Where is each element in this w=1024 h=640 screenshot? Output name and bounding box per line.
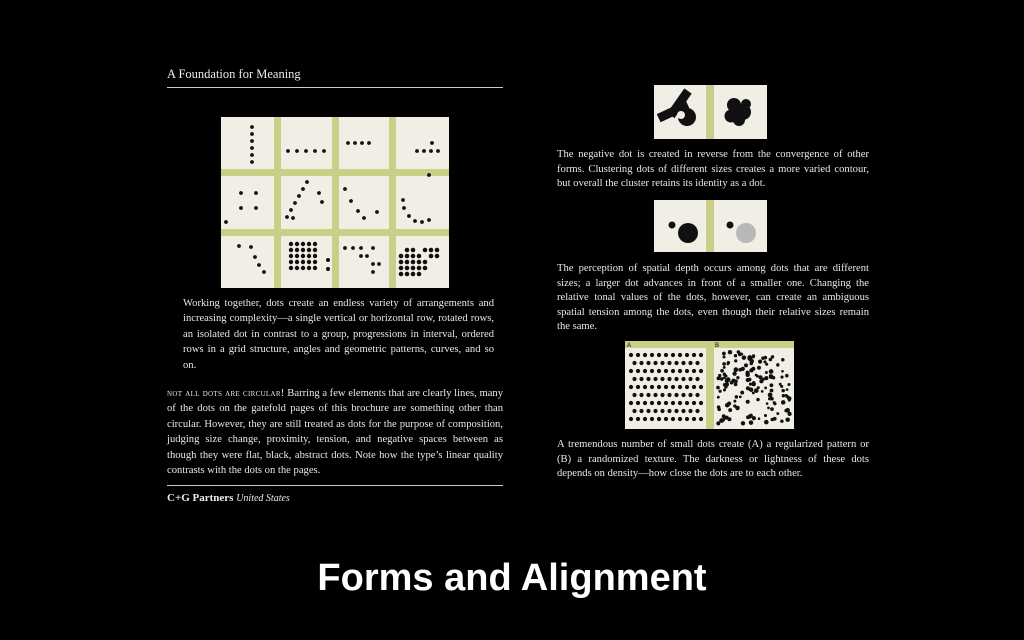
header-rule: [167, 87, 503, 88]
texture-dot-a: [699, 369, 703, 373]
texture-dot-a: [636, 401, 640, 405]
texture-dot-b: [752, 416, 756, 420]
texture-dot-a: [632, 409, 636, 413]
texture-dot-b: [722, 418, 725, 421]
texture-dot-a: [671, 369, 675, 373]
credit-country: United States: [236, 493, 290, 504]
texture-dot-a: [657, 417, 661, 421]
texture-dot-a: [657, 385, 661, 389]
texture-dot-a: [664, 353, 668, 357]
texture-dot-b: [749, 387, 754, 392]
texture-dot-a: [685, 369, 689, 373]
texture-dot-b: [717, 396, 720, 399]
texture-dot-b: [758, 417, 761, 420]
texture-dot-b: [766, 402, 769, 405]
texture-dot-a: [692, 353, 696, 357]
texture-dot-b: [769, 383, 773, 387]
texture-dot-a: [678, 369, 682, 373]
texture-dot-a: [667, 409, 671, 413]
texture-dot-a: [650, 417, 654, 421]
texture-dot-b: [733, 400, 736, 403]
texture-dot-b: [716, 421, 720, 425]
texture-dot-a: [674, 409, 678, 413]
credit-line: [167, 492, 290, 504]
texture-dot-a: [671, 353, 675, 357]
note-body: Barring a few elements that are clearly lines, many of the dots on the gatefold pages of this brochure are something other than circular. However, they are still treated as dots for the purpose of composition, judging size change, proximity, tension, and negative spaces between as though they were flat, black, abstract dots. Note how the type’s linear quality contrasts with the dots on the pages.: [167, 388, 503, 477]
texture-caption: A tremendous number of small dots create (A) a regularized pattern or (B) a randomized texture. The darkness or lightness of these dots depends on density—how close the dots are to each other.: [557, 439, 869, 480]
spatial-depth-figure: [654, 200, 767, 252]
texture-dot-a: [643, 369, 647, 373]
texture-dot-b: [747, 355, 752, 360]
texture-dot-a: [678, 385, 682, 389]
texture-dot-b: [741, 421, 745, 425]
texture-dot-b: [785, 394, 788, 397]
intro-paragraph: Working together, dots create an endless variety of arrangements and increasing complexity—a single vertical or horizontal row, rotated rows, an isolated dot in contrast to a group, progressions in interval, ordered rows in a grid structure, angles and geometric patterns, curves, and so on.: [183, 298, 494, 371]
texture-dot-a: [650, 369, 654, 373]
texture-dot-b: [770, 389, 774, 393]
texture-dot-a: [664, 385, 668, 389]
texture-dot-a: [629, 353, 633, 357]
texture-dot-a: [678, 353, 682, 357]
texture-dot-b: [733, 404, 736, 407]
texture-figure: [625, 341, 794, 429]
texture-dot-b: [785, 374, 789, 378]
texture-dot-a: [695, 393, 699, 397]
texture-dot-b: [757, 366, 761, 370]
texture-dot-b: [737, 350, 741, 354]
texture-dot-a: [674, 361, 678, 365]
texture-dot-a: [699, 353, 703, 357]
texture-dot-b: [788, 399, 791, 402]
texture-dot-b: [786, 388, 789, 391]
dot-grid-figure: [221, 117, 449, 288]
texture-dot-b: [749, 420, 754, 425]
figure-label-a: A: [627, 343, 632, 349]
texture-dot-b: [776, 412, 779, 415]
texture-dot-b: [722, 352, 726, 356]
texture-dot-b: [752, 391, 755, 394]
texture-dot-a: [681, 393, 685, 397]
texture-dot-a: [629, 369, 633, 373]
texture-dot-b: [781, 389, 785, 393]
texture-dot-b: [771, 418, 775, 422]
slide-title: Forms and Alignment: [317, 557, 707, 599]
texture-dot-b: [746, 400, 750, 404]
spatial-depth-caption: The perception of spatial depth occurs among dots that are different sizes; a larger dot advances in front of a smaller one. Changing the relative tonal values of the dots, however, can create an ambiguous spatial tension among the dots, even though their relative sizes remain the same.: [557, 263, 869, 333]
texture-dot-a: [692, 369, 696, 373]
texture-dot-a: [681, 361, 685, 365]
texture-dot-b: [740, 391, 744, 395]
texture-dot-a: [657, 353, 661, 357]
texture-dot-a: [695, 361, 699, 365]
texture-dot-a: [664, 401, 668, 405]
texture-dot-b: [768, 393, 773, 398]
texture-dot-b: [723, 383, 726, 386]
texture-dot-b: [728, 417, 732, 421]
texture-dot-a: [699, 385, 703, 389]
texture-dot-b: [765, 363, 768, 366]
texture-dot-b: [717, 376, 721, 380]
texture-dot-b: [723, 388, 726, 391]
footer-rule: [167, 485, 503, 486]
texture-dot-a: [660, 377, 664, 381]
texture-dot-b: [723, 366, 726, 369]
texture-dot-a: [688, 361, 692, 365]
texture-dot-a: [667, 377, 671, 381]
texture-dot-b: [758, 360, 762, 364]
texture-dot-a: [636, 385, 640, 389]
texture-dot-a: [695, 409, 699, 413]
texture-dot-a: [660, 393, 664, 397]
note-lead-in: not all dots are circular!: [167, 388, 285, 399]
texture-dot-a: [639, 361, 643, 365]
texture-dot-a: [639, 409, 643, 413]
texture-dot-b: [734, 354, 737, 357]
texture-dot-a: [632, 377, 636, 381]
texture-dot-a: [688, 377, 692, 381]
texture-dot-a: [632, 361, 636, 365]
texture-dot-a: [657, 369, 661, 373]
texture-dot-a: [678, 417, 682, 421]
texture-dot-a: [674, 377, 678, 381]
texture-dot-b: [749, 368, 753, 372]
texture-dot-b: [739, 396, 742, 399]
texture-dot-b: [773, 401, 776, 404]
texture-dot-a: [653, 409, 657, 413]
figure-label-b: B: [715, 343, 720, 349]
texture-dot-a: [643, 417, 647, 421]
texture-dot-a: [646, 393, 650, 397]
texture-dot-b: [752, 382, 756, 386]
texture-dot-b: [769, 374, 772, 377]
texture-dot-b: [754, 388, 759, 393]
texture-dot-b: [781, 400, 786, 405]
texture-dot-b: [723, 356, 726, 359]
texture-dot-b: [716, 386, 720, 390]
note-paragraph: [167, 386, 503, 478]
texture-dot-b: [746, 415, 750, 419]
texture-dot-a: [674, 393, 678, 397]
texture-dot-a: [629, 385, 633, 389]
texture-dot-b: [734, 359, 737, 362]
texture-dot-a: [699, 401, 703, 405]
texture-dot-b: [764, 387, 767, 390]
texture-dot-b: [718, 390, 721, 393]
texture-dot-b: [746, 378, 750, 382]
texture-dot-a: [653, 393, 657, 397]
texture-dot-a: [653, 377, 657, 381]
texture-dot-b: [722, 362, 726, 366]
texture-dot-b: [738, 368, 742, 372]
texture-dot-b: [781, 358, 785, 362]
texture-dot-b: [726, 377, 731, 382]
texture-dot-a: [636, 417, 640, 421]
negative-dot-caption: The negative dot is created in reverse from the convergence of other forms. Clustering dots of different sizes creates a more varied contour, but overall the cluster retains its identity as a dot.: [557, 149, 869, 190]
texture-dot-a: [685, 385, 689, 389]
texture-dot-b: [765, 371, 768, 374]
texture-dot-b: [759, 375, 763, 379]
texture-dot-a: [688, 409, 692, 413]
texture-dot-b: [761, 357, 764, 360]
texture-dot-b: [727, 361, 730, 364]
texture-dot-b: [761, 390, 764, 393]
texture-dot-b: [749, 383, 752, 386]
texture-dot-a: [678, 401, 682, 405]
texture-dot-a: [688, 393, 692, 397]
texture-dot-a: [629, 417, 633, 421]
texture-dot-b: [740, 353, 743, 356]
texture-dot-b: [764, 376, 768, 380]
texture-dot-a: [660, 409, 664, 413]
texture-dot-a: [685, 353, 689, 357]
texture-dot-b: [717, 408, 721, 412]
texture-dot-b: [750, 414, 753, 417]
texture-dot-a: [650, 401, 654, 405]
texture-dot-a: [692, 417, 696, 421]
texture-dot-b: [768, 397, 771, 400]
texture-dot-b: [764, 414, 767, 417]
texture-dot-a: [667, 393, 671, 397]
texture-dot-a: [681, 409, 685, 413]
texture-dot-b: [736, 376, 739, 379]
texture-dot-b: [767, 407, 770, 410]
texture-dot-b: [746, 373, 750, 377]
texture-dot-a: [650, 385, 654, 389]
texture-dot-b: [728, 350, 732, 354]
texture-dot-a: [653, 361, 657, 365]
texture-dot-b: [787, 383, 790, 386]
texture-dot-a: [664, 417, 668, 421]
texture-dot-a: [643, 401, 647, 405]
texture-dot-b: [725, 375, 728, 378]
texture-dot-a: [685, 401, 689, 405]
texture-dot-a: [650, 353, 654, 357]
texture-dot-b: [776, 363, 779, 366]
texture-dot-a: [660, 361, 664, 365]
texture-dot-a: [695, 377, 699, 381]
running-head: A Foundation for Meaning: [167, 67, 301, 81]
credit-name: C+G Partners: [167, 492, 234, 504]
texture-dot-a: [671, 401, 675, 405]
texture-dot-a: [636, 353, 640, 357]
texture-dot-b: [755, 374, 758, 377]
texture-dot-b: [764, 420, 769, 425]
texture-dot-b: [781, 370, 784, 373]
texture-dot-a: [671, 417, 675, 421]
texture-dot-a: [639, 377, 643, 381]
negative-dot-figure: [654, 85, 767, 139]
texture-dot-a: [671, 385, 675, 389]
texture-dot-b: [725, 403, 729, 407]
texture-dot-a: [646, 361, 650, 365]
texture-dot-b: [744, 363, 748, 367]
texture-dot-a: [639, 393, 643, 397]
texture-dot-b: [733, 372, 736, 375]
texture-dot-b: [770, 407, 774, 411]
texture-dot-a: [657, 401, 661, 405]
texture-dot-b: [733, 379, 736, 382]
texture-dot-a: [643, 353, 647, 357]
texture-dot-b: [720, 377, 724, 381]
texture-dot-b: [735, 395, 739, 399]
texture-dot-a: [699, 417, 703, 421]
texture-dot-b: [749, 362, 753, 366]
texture-dot-b: [780, 419, 783, 422]
texture-dot-a: [692, 385, 696, 389]
texture-dot-a: [681, 377, 685, 381]
texture-dot-b: [728, 408, 732, 412]
texture-dot-a: [629, 401, 633, 405]
texture-dot-a: [636, 369, 640, 373]
texture-dot-a: [664, 369, 668, 373]
texture-dot-a: [692, 401, 696, 405]
texture-dot-a: [667, 361, 671, 365]
texture-dot-b: [782, 394, 785, 397]
texture-dot-b: [780, 376, 783, 379]
texture-dot-b: [769, 369, 774, 374]
texture-dot-b: [756, 398, 759, 401]
texture-dot-b: [785, 408, 790, 413]
texture-dot-b: [779, 383, 782, 386]
texture-dot-b: [720, 369, 724, 373]
texture-dot-a: [632, 393, 636, 397]
texture-dot-a: [643, 385, 647, 389]
texture-dot-a: [646, 409, 650, 413]
texture-dot-b: [785, 417, 790, 422]
texture-dot-b: [771, 355, 774, 358]
texture-dot-a: [646, 377, 650, 381]
texture-dot-b: [734, 367, 739, 372]
texture-dot-b: [742, 355, 747, 360]
texture-dot-a: [685, 417, 689, 421]
